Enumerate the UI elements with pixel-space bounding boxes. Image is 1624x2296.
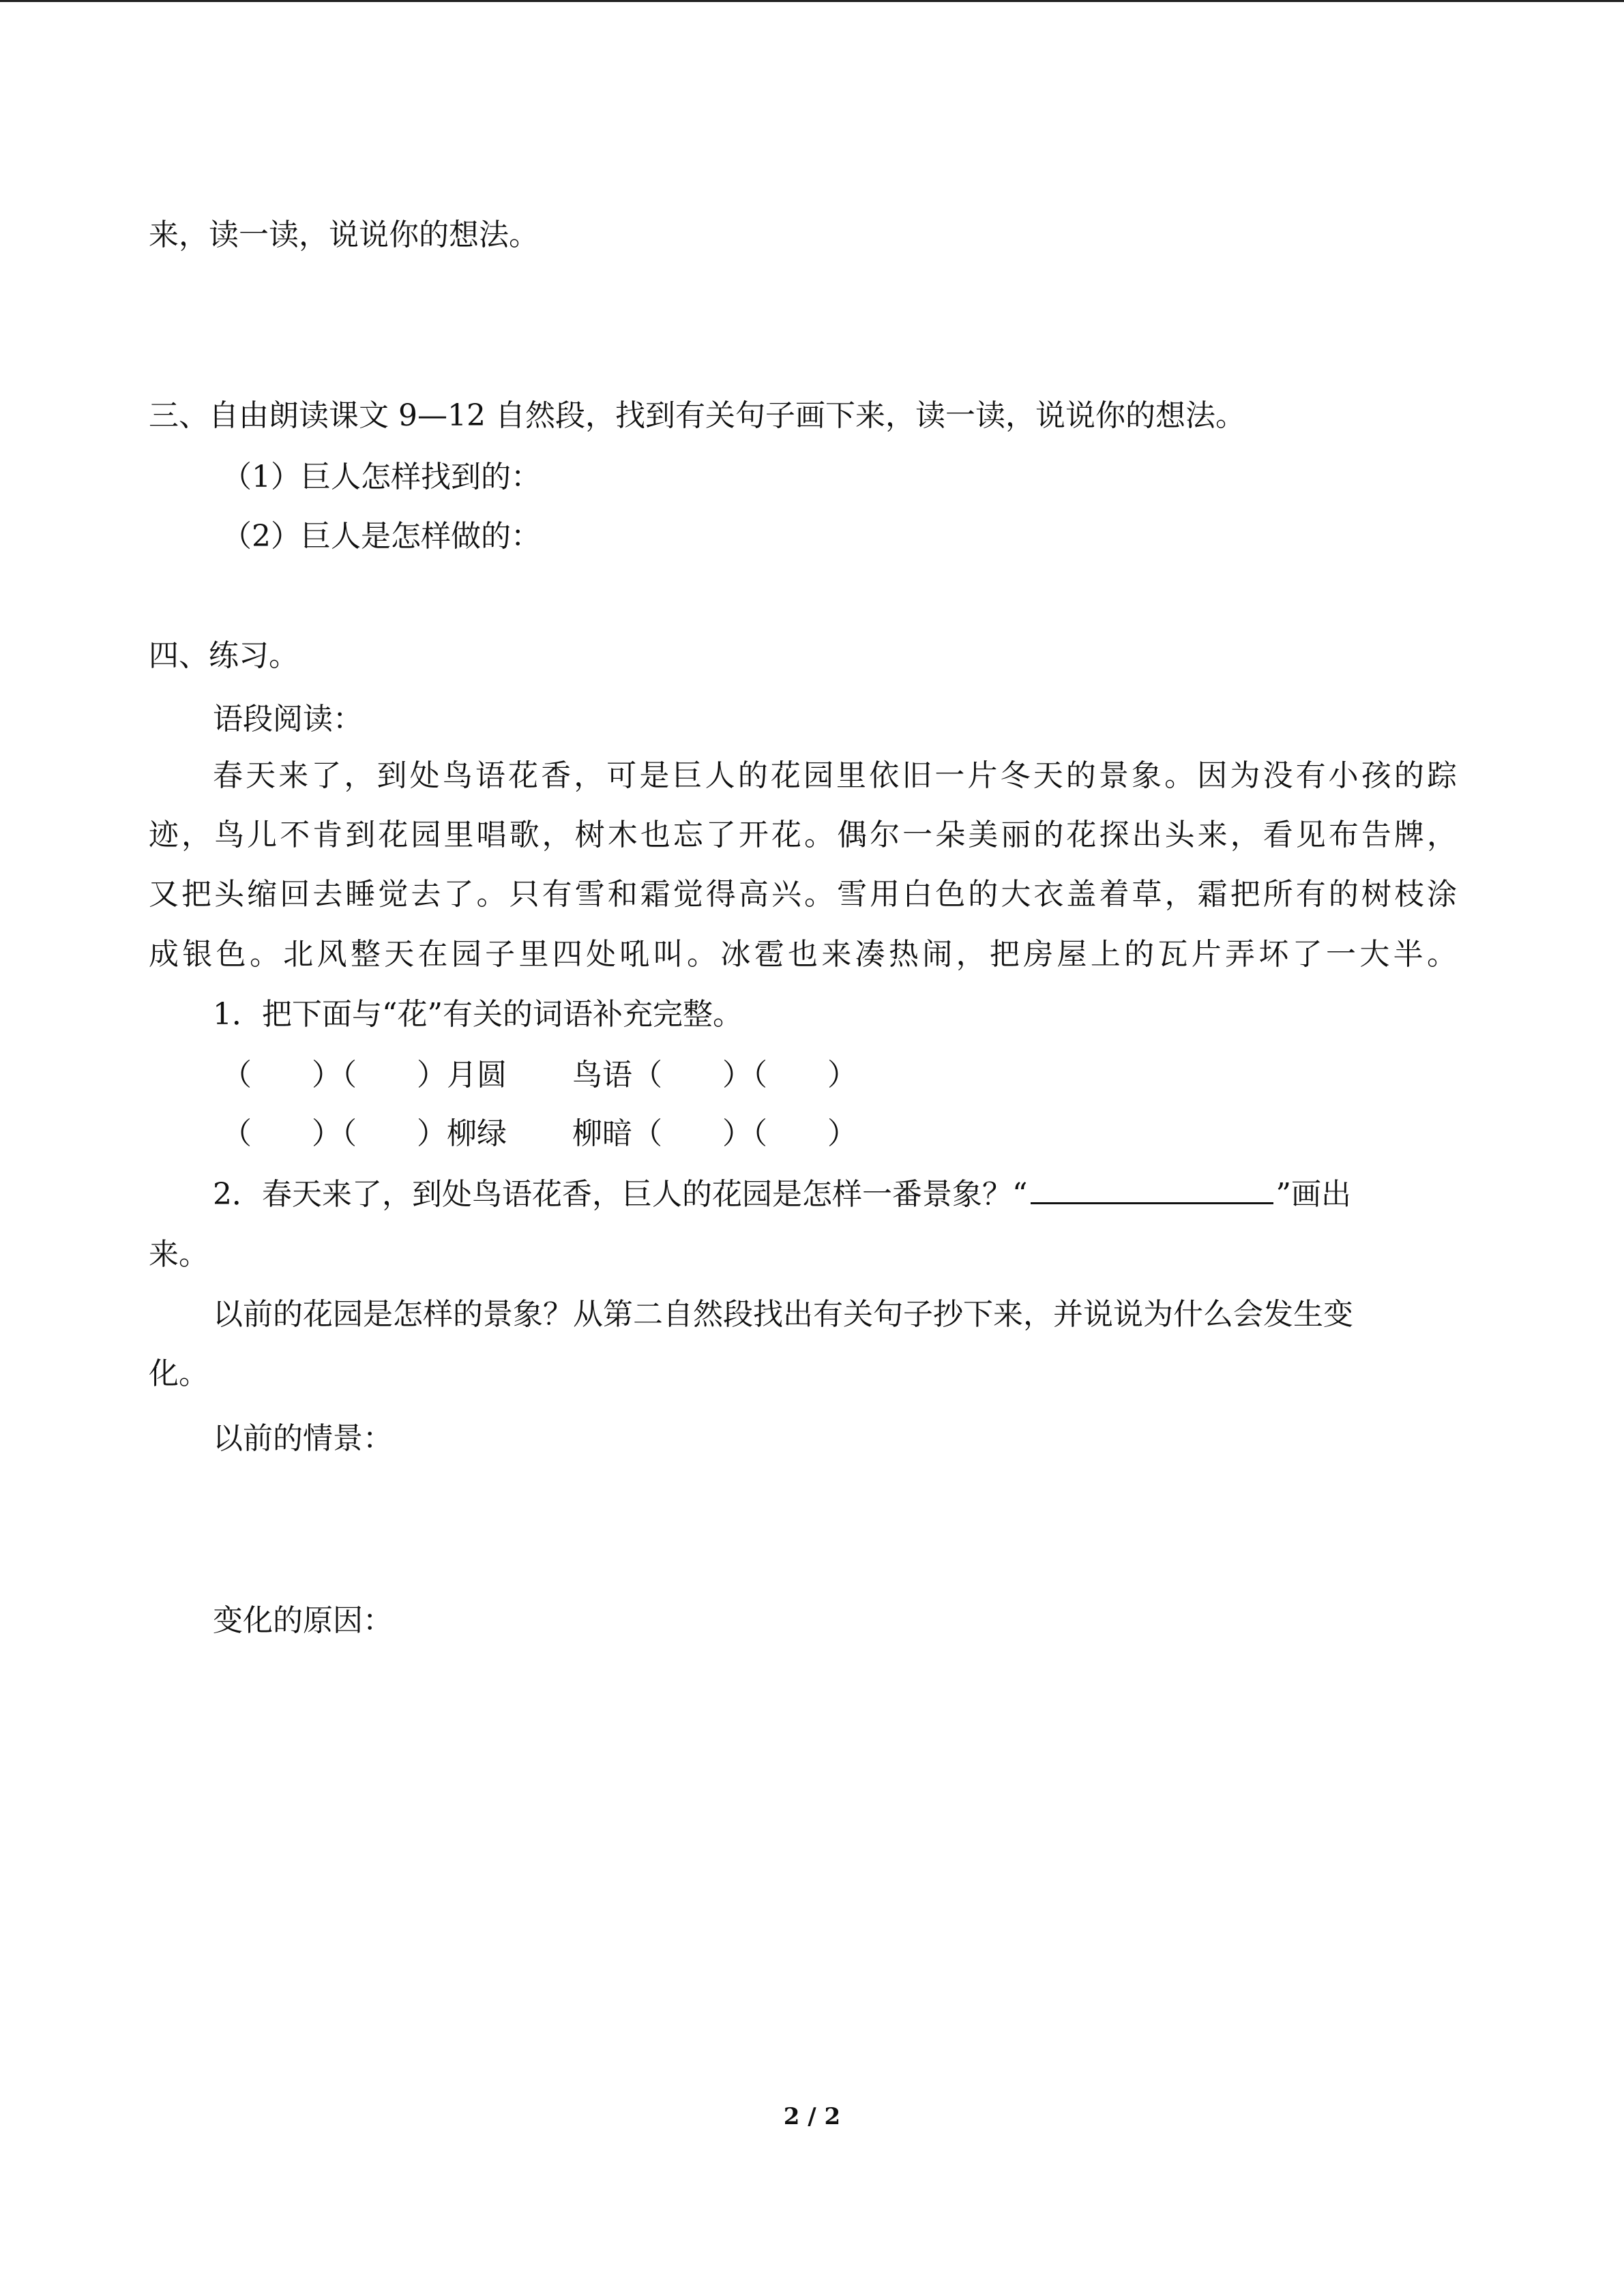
change-reason-label: 变化的原因： <box>213 1603 393 1638</box>
continuation-line: 来，读一读，说说你的想法。 <box>149 218 539 252</box>
idiom-row-1 <box>222 1055 857 1096</box>
question-2-prompt <box>213 1174 1351 1215</box>
past-scene-label: 以前的情景： <box>213 1421 393 1456</box>
idiom-row-2-left: （ ）（ ）柳绿 <box>222 1116 507 1151</box>
idiom-row-2 <box>222 1114 857 1154</box>
section-3-heading: 三、自由朗读课文 9—12 自然段，找到有关句子画下来，读一读，说说你的想法。 <box>149 398 1245 433</box>
idiom-row-1-right: 鸟语（ ）（ ） <box>572 1058 857 1092</box>
question-2-prompt-after: ”画出 <box>1275 1177 1351 1212</box>
question-2-prompt-tail: 来。 <box>149 1237 209 1272</box>
page-number: 2 / 2 <box>783 2103 841 2130</box>
passage-line-2: 迹，鸟儿不肯到花园里唱歌，树木也忘了开花。偶尔一朵美丽的花探出头来，看见布告牌， <box>149 818 1457 852</box>
followup-line-1: 以前的花园是怎样的景象？从第二自然段找出有关句子抄下来，并说说为什么会发生变 <box>213 1297 1353 1332</box>
section-3-item-2: （2）巨人是怎样做的： <box>222 519 541 554</box>
section-3-item-1: （1）巨人怎样找到的： <box>222 460 541 494</box>
section-4-heading: 四、练习。 <box>149 638 299 673</box>
question-2-prompt-before: 2．春天来了，到处鸟语花香，巨人的花园是怎样一番景象？“ <box>213 1177 1028 1212</box>
idiom-row-2-right: 柳暗（ ）（ ） <box>572 1116 857 1151</box>
answer-blank[interactable] <box>1031 1175 1273 1204</box>
passage-line-4: 成银色。北风整天在园子里四处吼叫。冰雹也来凑热闹，把房屋上的瓦片弄坏了一大半。 <box>149 937 1457 972</box>
passage-line-3: 又把头缩回去睡觉去了。只有雪和霜觉得高兴。雪用白色的大衣盖着草，霜把所有的树枝涂 <box>149 877 1457 912</box>
top-border-line <box>0 0 1624 2</box>
reading-subheading: 语段阅读： <box>213 702 363 736</box>
passage-line-1: 春天来了，到处鸟语花香，可是巨人的花园里依旧一片冬天的景象。因为没有小孩的踪 <box>213 758 1457 793</box>
question-1-prompt: 1．把下面与“花”有关的词语补充完整。 <box>213 997 743 1032</box>
idiom-row-1-left: （ ）（ ）月圆 <box>222 1058 507 1092</box>
followup-line-2: 化。 <box>149 1356 209 1391</box>
